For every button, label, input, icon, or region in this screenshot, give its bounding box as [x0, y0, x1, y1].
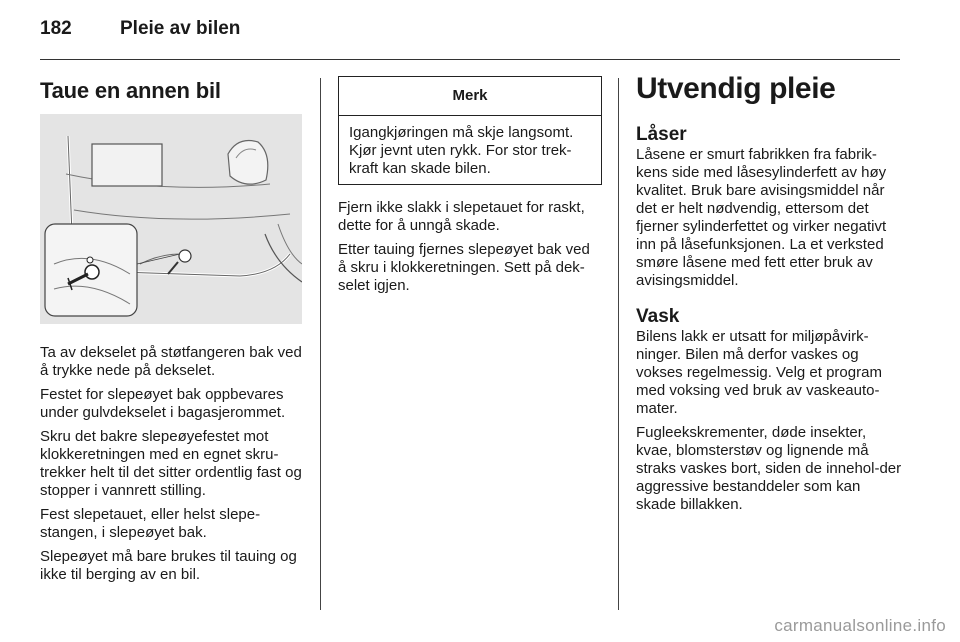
right-column — [636, 72, 902, 520]
paragraph: Ta av dekselet på støtfangeren bak ved å trykke nede på dekselet. — [40, 344, 302, 379]
note-title: Merk — [339, 77, 601, 116]
towing-continued — [338, 199, 602, 295]
tow-eye-illustration — [40, 114, 302, 324]
note-box — [338, 76, 602, 185]
middle-column — [338, 76, 602, 301]
towing-instructions — [40, 344, 302, 584]
exterior-care-title: Utvendig pleie — [636, 72, 836, 105]
note-text: Igangkjøringen må skje langsomt. Kjør jevnt uten rykk. For stor trek-kraft kan skade bilen. — [349, 124, 574, 177]
locks-text: Låsene er smurt fabrikken fra fabrik-kens side med låsesylinderfett av høy kvalitet. Bruk bare avisingsmiddel når det er helt nødvendig, ettersom det fjerner sylinderfettet og virker negativt inn på låsefunksjonen. La et verksted smøre låsene med fett etter bruk av avisingsmiddel. — [636, 146, 887, 289]
page-number: 182 — [40, 18, 72, 39]
paragraph: Fest slepetauet, eller helst slepe-stangen, i slepeøyet bak. — [40, 506, 261, 541]
column-divider-1 — [320, 78, 321, 610]
paragraph: Fjern ikke slakk i slepetauet for raskt, dette for å unngå skade. — [338, 199, 585, 234]
paragraph: Bilens lakk er utsatt for miljøpåvirk-ninger. Bilen må derfor vaskes og vokses regelmessig. Velg et program med voksing ved bruk av vaskeauto-mater. — [636, 328, 882, 417]
page-header-title: Pleie av bilen — [120, 18, 241, 39]
column-divider-2 — [618, 78, 619, 610]
locks-heading: Låser — [636, 124, 687, 145]
paragraph: Festet for slepeøyet bak oppbevares under gulvdekselet i bagasjerommet. — [40, 386, 286, 421]
paragraph: Etter tauing fjernes slepeøyet bak ved å skru i klokkeretningen. Sett på dek-selet igjen. — [338, 241, 590, 294]
wash-heading: Vask — [636, 306, 680, 327]
left-column — [40, 74, 302, 590]
towing-section-title: Taue en annen bil — [40, 78, 221, 103]
header-rule — [40, 59, 900, 60]
paragraph: Slepeøyet må bare brukes til tauing og ikke til berging av en bil. — [40, 548, 297, 583]
watermark: carmanualsonline.info — [774, 616, 946, 635]
paragraph: Skru det bakre slepeøyefestet mot klokkeretningen med en egnet skru-trekker helt til det sitter ordentlig fast og stopper i vannrett stilling. — [40, 428, 302, 499]
paragraph: Fugleekskrementer, døde insekter, kvae, blomsterstøv og lignende må straks vaskes bort, siden de innehol-der aggressive bestanddeler som kan skade billakken. — [636, 424, 902, 513]
